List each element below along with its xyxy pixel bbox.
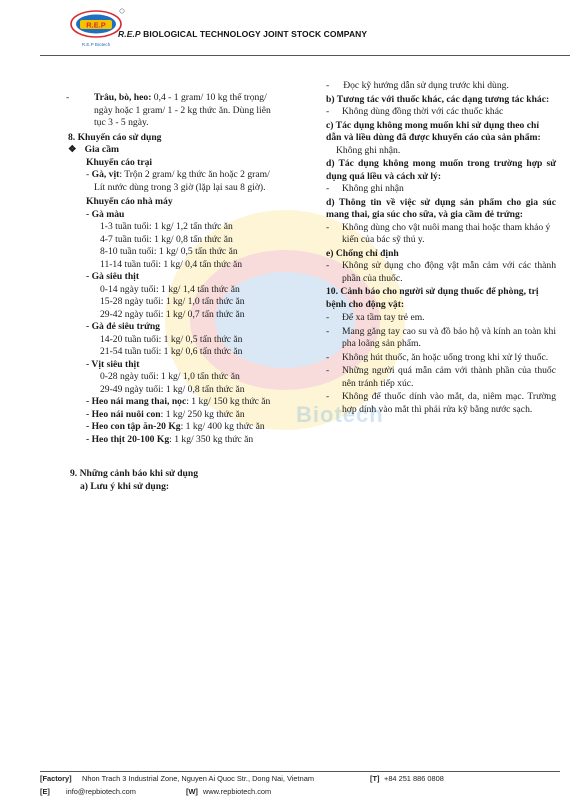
right-column bbox=[326, 80, 556, 416]
farm-dose: : Trộn 2 gram/ kg thức ăn hoặc 2 gram/ bbox=[119, 169, 270, 180]
usage-notes-heading: a) Lưu ý khi sử dụng: bbox=[80, 480, 170, 492]
diamond-bullet-icon: ❖ bbox=[68, 144, 77, 155]
dose-row: 29-49 ngày tuổi: 1 kg/ 0,8 tấn thức ăn bbox=[100, 383, 245, 395]
footer-tel: +84 251 886 0808 bbox=[384, 774, 444, 783]
buffalo-line-1 bbox=[66, 92, 316, 105]
read-instructions bbox=[326, 80, 556, 93]
poultry-group-title: - Gà siêu thịt bbox=[86, 271, 140, 282]
pig-dose-value: : 1 kg/ 150 kg thức ăn bbox=[186, 396, 271, 407]
buffalo-dose: 0,4 - 1 gram/ 10 kg thể trọng/ bbox=[151, 92, 267, 103]
interaction-item: - Không dùng đồng thời với các thuốc khác bbox=[326, 106, 504, 117]
pig-dose-value: : 1 kg/ 400 kg thức ăn bbox=[180, 421, 265, 432]
dose-row: 4-7 tuần tuổi: 1 kg/ 0,8 tấn thức ăn bbox=[100, 233, 233, 245]
dose-row: 8-10 tuần tuổi: 1 kg/ 0,5 tấn thức ăn bbox=[100, 246, 238, 257]
poultry-group-title: - Gà đẻ siêu trứng bbox=[86, 321, 160, 332]
company-prefix: R.E.P bbox=[118, 29, 141, 39]
dose-row: 29-42 ngày tuổi: 1 kg/ 0,7 tấn thức ăn bbox=[100, 308, 245, 320]
side-effects-text: Không ghi nhận. bbox=[336, 144, 401, 156]
warning-item: - Để xa tầm tay trẻ em. bbox=[326, 312, 425, 323]
pig-dose-row bbox=[66, 434, 316, 447]
section-8-heading: 8. Khuyến cáo sử dụng bbox=[68, 131, 162, 143]
dose-row: 0-14 ngày tuổi: 1 kg/ 1,4 tấn thức ăn bbox=[100, 283, 240, 295]
farm-line-2: Lít nước dùng trong 3 giờ (lặp lại sau 8 giờ). bbox=[94, 181, 266, 193]
poultry-group-title: - Gà màu bbox=[86, 208, 125, 220]
buffalo-line-3: tục 3 - 5 ngày. bbox=[94, 117, 149, 128]
contraindication-item: - Không sử dụng cho động vật mẫn cảm với các thành phần của thuốc. bbox=[326, 260, 556, 284]
watermark-text: Biotech bbox=[296, 402, 384, 427]
contraindication-text: Không sử dụng cho động vật mẫn cảm với các thành phần của thuốc. bbox=[342, 260, 556, 284]
contraindication-heading: e) Chống chỉ định bbox=[326, 247, 399, 259]
dose-row: 21-54 tuần tuổi: 1 kg/ 0,6 tấn thức ăn bbox=[100, 346, 243, 357]
warning-text: Không hút thuốc, ăn hoặc uống trong khi xử lý thuốc. bbox=[342, 351, 549, 363]
footer-web[interactable]: www.repbiotech.com bbox=[203, 787, 272, 796]
pregnancy-text: Không dùng cho vật nuôi mang thai hoặc tham khảo ý kiến của bác sỹ thú y. bbox=[342, 221, 551, 245]
footer-tel-label: [T] bbox=[370, 774, 380, 783]
buffalo-label: Trâu, bò, heo: bbox=[94, 92, 152, 103]
warning-text: Mang găng tay cao su và đồ bảo hộ và kính an toàn khi pha loãng sản phẩm. bbox=[342, 325, 556, 349]
user-warnings bbox=[326, 312, 556, 416]
warning-text: Những người quá mẫn cảm với thành phần của thuốc nên tránh tiếp xúc. bbox=[342, 365, 556, 389]
footer-factory-address: Nhon Trach 3 Industrial Zone, Nguyen Ai Quoc Str., Dong Nai, Vietnam bbox=[82, 774, 314, 783]
farm-recommendation-title: Khuyến cáo trại bbox=[86, 156, 153, 168]
pig-dose-label: - Heo nái nuôi con bbox=[86, 408, 161, 420]
farm-dash: - bbox=[86, 169, 90, 180]
pig-doses bbox=[66, 396, 316, 446]
svg-text:R.E.P Biotech: R.E.P Biotech bbox=[81, 42, 111, 47]
header-divider bbox=[40, 55, 570, 56]
overdose-item: - Không ghi nhận bbox=[326, 183, 404, 194]
pig-dose-row bbox=[66, 396, 316, 409]
pregnancy-item: - Không dùng cho vật nuôi mang thai hoặc tham khảo ý kiến của bác sỹ thú y. bbox=[326, 221, 551, 245]
pig-dose-label: - Heo con tập ăn-20 Kg bbox=[86, 421, 181, 432]
pig-dose-label: - Heo thịt 20-100 Kg bbox=[86, 433, 170, 445]
pig-dose-value: : 1 kg/ 350 kg thức ăn bbox=[169, 433, 254, 445]
pregnancy-heading: d) Thông tin về việc sử dụng sản phẩm cho gia súc mang thai, gia súc cho sữa, và gia cầm đẻ trứng: bbox=[326, 196, 556, 220]
company-name bbox=[118, 29, 367, 39]
dose-row: 11-14 tuần tuổi: 1 kg/ 0,4 tấn thức ăn bbox=[100, 258, 243, 270]
section-9-heading: 9. Những cảnh báo khi sử dụng bbox=[70, 468, 199, 479]
page-footer bbox=[40, 772, 560, 798]
section-10-heading: 10. Cảnh báo cho người sử dụng thuốc để phòng, trị bệnh cho động vật: bbox=[326, 286, 539, 310]
overdose-heading: d) Tác dụng không mong muốn trong trường hợp sử dụng quá liều và cách xử lý: bbox=[326, 158, 556, 182]
pig-dose-label: - Heo nái mang thai, nọc bbox=[86, 396, 187, 407]
poultry-groups bbox=[66, 209, 316, 397]
warning-text: Không để thuốc dính vào mắt, da, niêm mạc. Trường hợp dính vào mắt thì phải rửa kỹ bằng nước sạch. bbox=[342, 391, 556, 415]
farm-line-1 bbox=[66, 169, 316, 182]
pig-dose-row bbox=[66, 409, 316, 422]
farm-label: Gà, vịt bbox=[91, 169, 120, 180]
poultry-group-title: - Vịt siêu thịt bbox=[86, 358, 140, 370]
page-header bbox=[0, 0, 580, 60]
dose-row: 1-3 tuần tuổi: 1 kg/ 1,2 tấn thức ăn bbox=[100, 221, 233, 232]
warning-item: - Không để thuốc dính vào mắt, da, niêm mạc. Trường hợp dính vào mắt thì phải rửa kỹ bằng nước sạch. bbox=[326, 391, 556, 415]
buffalo-line-2: ngày hoặc 1 gram/ 1 - 2 kg thức ăn. Dùng liên bbox=[94, 104, 271, 116]
footer-email-label: [E] bbox=[40, 787, 50, 796]
warning-text: Để xa tầm tay trẻ em. bbox=[342, 312, 425, 323]
dose-row: 0-28 ngày tuổi: 1 kg/ 1,0 tấn thức ăn bbox=[100, 371, 240, 382]
warning-item: - Mang găng tay cao su và đồ bảo hộ và kính an toàn khi pha loãng sản phẩm. bbox=[326, 325, 556, 349]
read-instructions-text: Đọc kỹ hướng dẫn sử dụng trước khi dùng. bbox=[343, 80, 509, 91]
warning-item: - Không hút thuốc, ăn hoặc uống trong khi xử lý thuốc. bbox=[326, 351, 549, 363]
company-title: BIOLOGICAL TECHNOLOGY JOINT STOCK COMPANY bbox=[143, 29, 368, 39]
footer-web-label: [W] bbox=[186, 787, 198, 796]
left-column bbox=[66, 80, 316, 493]
buffalo-dash: - bbox=[66, 92, 70, 103]
pig-dose-row bbox=[66, 421, 316, 434]
interaction-text: Không dùng đồng thời với các thuốc khác bbox=[342, 106, 504, 117]
dose-row: 15-28 ngày tuổi: 1 kg/ 1,0 tấn thức ăn bbox=[100, 296, 245, 307]
factory-recommendation-title: Khuyến cáo nhà máy bbox=[86, 196, 173, 207]
warning-item: - Những người quá mẫn cảm với thành phần của thuốc nên tránh tiếp xúc. bbox=[326, 365, 556, 389]
footer-factory-label: [Factory] bbox=[40, 774, 72, 783]
dose-row: 14-20 tuần tuổi: 1 kg/ 0,5 tấn thức ăn bbox=[100, 333, 243, 345]
overdose-text: Không ghi nhận bbox=[342, 183, 404, 194]
footer-email[interactable]: info@repbiotech.com bbox=[66, 787, 136, 796]
svg-text:R.E.P: R.E.P bbox=[86, 20, 106, 30]
pig-dose-value: : 1 kg/ 250 kg thức ăn bbox=[160, 408, 245, 420]
interaction-heading: b) Tương tác với thuốc khác, các dạng tương tác khác: bbox=[326, 93, 550, 105]
side-effects-heading: c) Tác dụng không mong muốn khi sử dụng theo chỉ dẫn và liều dùng đã được khuyến cáo của sản phẩm: bbox=[326, 119, 541, 143]
poultry-heading: Gia cầm bbox=[84, 144, 119, 155]
read-dash: - bbox=[326, 80, 330, 91]
